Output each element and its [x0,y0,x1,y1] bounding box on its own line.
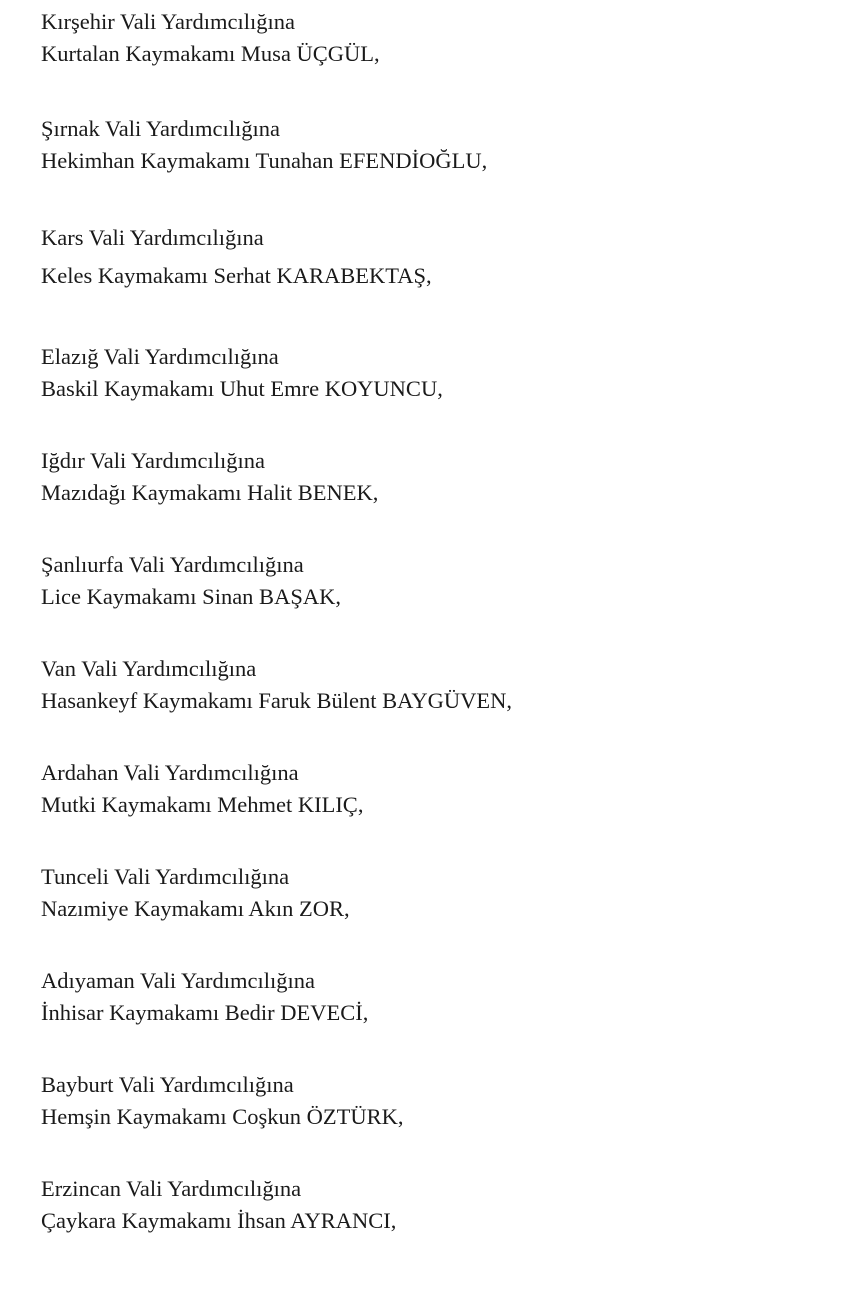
appointment-entry [41,861,821,925]
appointee-name: İnhisar Kaymakamı Bedir DEVECİ, [41,1000,369,1025]
appointment-entry [41,6,821,70]
post-title: Elazığ Vali Yardımcılığına [41,344,279,369]
post-title: Kars Vali Yardımcılığına [41,225,264,250]
appointment-entry [41,1173,821,1237]
appointee-name: Kurtalan Kaymakamı Musa ÜÇGÜL, [41,41,380,66]
post-title: Van Vali Yardımcılığına [41,656,257,681]
appointment-entry [41,757,821,821]
post-title: Tunceli Vali Yardımcılığına [41,864,290,889]
post-title: Iğdır Vali Yardımcılığına [41,448,265,473]
post-title: Adıyaman Vali Yardımcılığına [41,968,315,993]
appointment-entry [41,549,821,613]
appointee-name: Mutki Kaymakamı Mehmet KILIÇ, [41,792,364,817]
appointee-name: Çaykara Kaymakamı İhsan AYRANCI, [41,1208,397,1233]
post-title: Erzincan Vali Yardımcılığına [41,1176,302,1201]
appointment-entry [41,445,821,509]
appointee-name: Nazımiye Kaymakamı Akın ZOR, [41,896,350,921]
post-title: Kırşehir Vali Yardımcılığına [41,9,295,34]
post-title: Bayburt Vali Yardımcılığına [41,1072,294,1097]
appointment-entry [41,1069,821,1133]
appointment-entry [41,222,821,292]
appointee-name: Hemşin Kaymakamı Coşkun ÖZTÜRK, [41,1104,404,1129]
appointment-entry [41,341,821,405]
post-title: Şırnak Vali Yardımcılığına [41,116,280,141]
appointee-name: Hekimhan Kaymakamı Tunahan EFENDİOĞLU, [41,148,488,173]
appointment-entry [41,965,821,1029]
appointee-name: Lice Kaymakamı Sinan BAŞAK, [41,584,341,609]
appointment-entry [41,653,821,717]
post-title: Şanlıurfa Vali Yardımcılığına [41,552,304,577]
appointee-name: Mazıdağı Kaymakamı Halit BENEK, [41,480,379,505]
appointment-entry [41,113,821,177]
appointee-name: Keles Kaymakamı Serhat KARABEKTAŞ, [41,263,432,288]
appointee-name: Hasankeyf Kaymakamı Faruk Bülent BAYGÜVEN, [41,688,512,713]
appointee-name: Baskil Kaymakamı Uhut Emre KOYUNCU, [41,376,443,401]
post-title: Ardahan Vali Yardımcılığına [41,760,299,785]
